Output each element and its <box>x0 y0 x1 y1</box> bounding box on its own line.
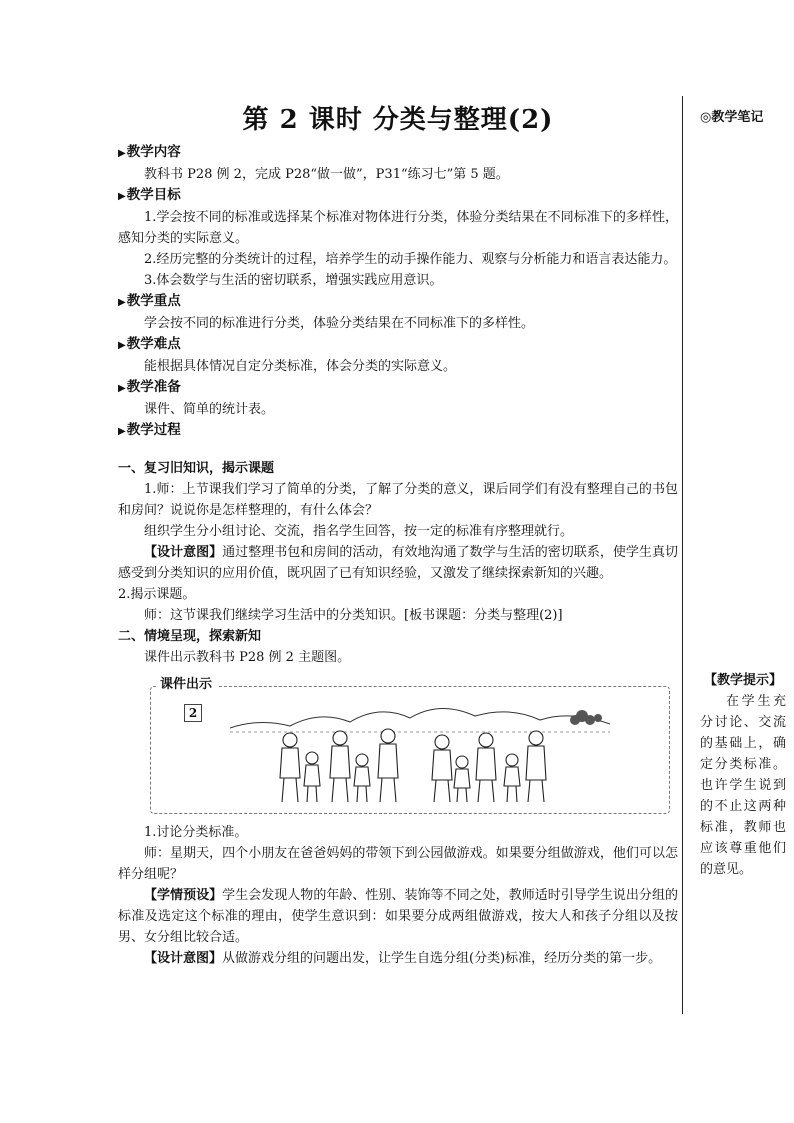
part2-heading: 二、情境呈现，探索新知 <box>118 629 262 644</box>
key-text: 学会按不同的标准进行分类，体验分类结果在不同标准下的多样性。 <box>144 316 535 331</box>
goal-item: 3.体会数学与生活的密切联系，增强实践应用意识。 <box>144 273 443 288</box>
part2-situation-preset: 【学情预设】学生会发现人物的年龄、性别、装饰等不同之处，教师适时引导学生说出分组的标准及选定这个标准的理由，使学生意识到：如果要分成两组做游戏，按大人和孩子分组以及按男、女分组比较合适。 <box>118 888 678 945</box>
triangle-icon: ▶ <box>118 426 126 437</box>
section-heading-goals: ▶教学目标 <box>118 187 181 203</box>
page-title: 第 2 课时 分类与整理(2) <box>242 105 554 135</box>
teaching-tip-heading: 【教学提示】 <box>703 673 782 688</box>
figure-label: 课件出示 <box>156 674 218 695</box>
triangle-icon: ▶ <box>118 340 126 351</box>
section-heading-difficulty: ▶教学难点 <box>118 336 181 352</box>
goal-item: 2.经历完整的分类统计的过程，培养学生的动手操作能力、观察与分析能力和语言表达能力。 <box>144 252 677 267</box>
section-heading-prep: ▶教学准备 <box>118 379 181 395</box>
part2-paragraph: 师：星期天，四个小朋友在爸爸妈妈的带领下到公园做游戏。如果要分组做游戏，他们可以怎样分组呢？ <box>118 846 678 882</box>
part2-paragraph: 1.讨论分类标准。 <box>144 825 248 840</box>
lesson-plan <box>118 100 678 969</box>
part2-paragraph: 课件出示教科书 P28 例 2 主题图。 <box>144 650 351 665</box>
section-heading-process: ▶教学过程 <box>118 422 181 438</box>
triangle-icon: ▶ <box>118 148 126 159</box>
prep-text: 课件、简单的统计表。 <box>144 402 275 417</box>
content-text: 教科书 P28 例 2，完成 P28“做一做”，P31“练习七”第 5 题。 <box>144 167 509 182</box>
part1-paragraph: 组织学生分小组讨论、交流，指名学生回答，按一定的标准有序整理就行。 <box>144 524 574 539</box>
part1-design-intent: 【设计意图】通过整理书包和房间的活动，有效地沟通了数学与生活的密切联系，使学生真切感受到分类知识的应用价值，既巩固了已有知识经验，又激发了继续探索新知的兴趣。 <box>118 545 678 581</box>
teaching-notes-title: ◎教学笔记 <box>700 110 764 125</box>
example-number: 2 <box>184 704 202 722</box>
triangle-icon: ▶ <box>118 191 126 202</box>
triangle-icon: ▶ <box>118 297 126 308</box>
courseware-figure <box>150 676 670 814</box>
part1-paragraph: 2.揭示课题。 <box>118 587 196 602</box>
goal-item: 1.学会按不同的标准或选择某个标准对物体进行分类，体验分类结果在不同标准下的多样性，感知分类的实际意义。 <box>118 210 678 246</box>
teaching-tip-body: 在学生充分讨论、交流的基础上，确定分类标准。也许学生说到的不止这两种标准，教师也应该尊重他们的意见。 <box>700 694 786 877</box>
part1-paragraph: 1.师：上节课我们学习了简单的分类，了解了分类的意义，课后同学们有没有整理自己的书包和房间？说说你是怎样整理的，有什么体会？ <box>118 482 678 518</box>
part1-paragraph: 师：这节课我们继续学习生活中的分类知识。[板书课题：分类与整理(2)] <box>144 608 563 623</box>
difficulty-text: 能根据具体情况自定分类标准，体会分类的实际意义。 <box>144 359 457 374</box>
park-family-illustration <box>230 698 610 808</box>
section-heading-key: ▶教学重点 <box>118 293 181 309</box>
teaching-tip <box>700 670 786 880</box>
part2-design-intent: 【设计意图】从做游戏分组的问题出发，让学生自选分组(分类)标准，经历分类的第一步。 <box>144 951 662 966</box>
triangle-icon: ▶ <box>118 383 126 394</box>
margin-divider <box>682 96 683 1014</box>
section-heading-content: ▶教学内容 <box>118 144 181 160</box>
part1-heading: 一、复习旧知识，揭示课题 <box>118 461 275 476</box>
